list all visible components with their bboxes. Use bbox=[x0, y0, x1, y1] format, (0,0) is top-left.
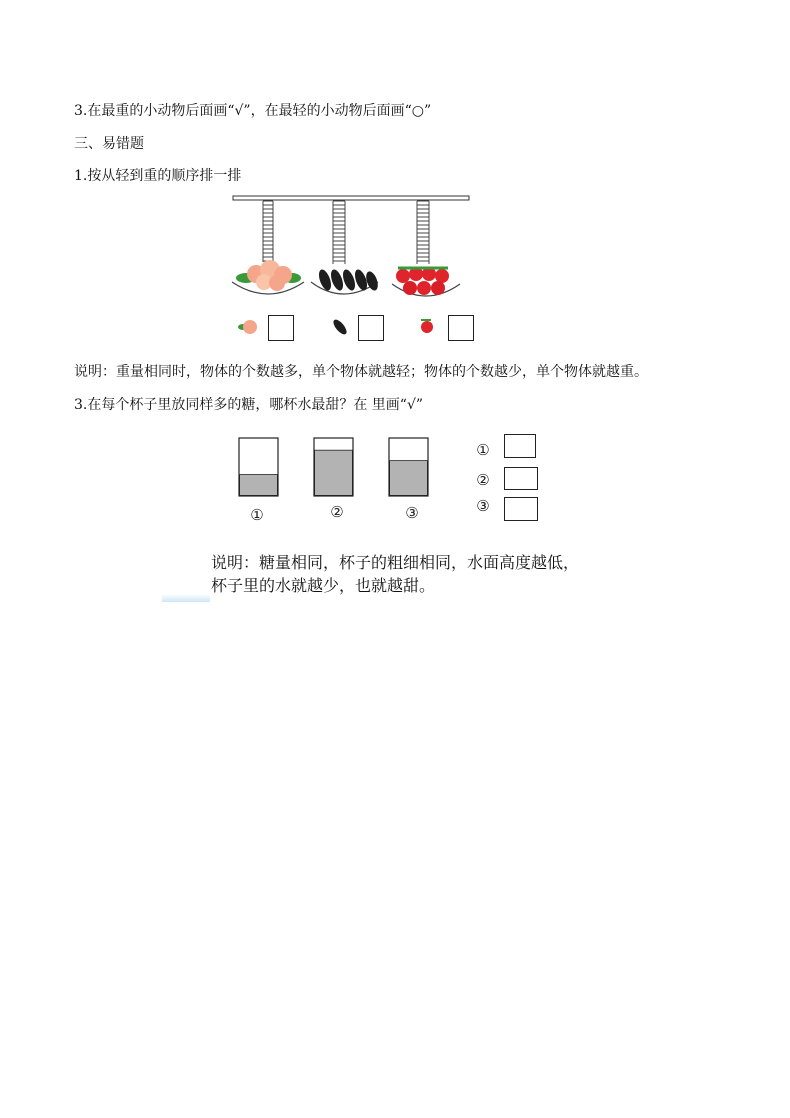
section-title: 三、易错题 bbox=[74, 136, 144, 152]
answer-label-2: ② bbox=[476, 471, 490, 489]
question-3b-explanation-line1: 说明：糖量相同，杯子的粗细相同，水面高度越低， bbox=[211, 553, 580, 572]
question-1-explanation: 说明：重量相同时，物体的个数越多，单个物体就越轻；物体的个数越少，单个物体就越重。 bbox=[74, 364, 648, 380]
cup-label-1: ① bbox=[250, 506, 264, 524]
question-3b-title: 3.在每个杯子里放同样多的糖，哪杯水最甜？在 里画“√” bbox=[74, 397, 424, 413]
answer-box-1[interactable] bbox=[504, 434, 536, 458]
cup-water-1 bbox=[240, 475, 278, 496]
cup-water-2 bbox=[315, 450, 353, 495]
question-3-title: 3.在最重的小动物后面画“√”，在最轻的小动物后面画“○” bbox=[74, 103, 432, 119]
answer-label-1: ① bbox=[476, 441, 490, 459]
cup-label-3: ③ bbox=[405, 504, 419, 522]
decorative-gradient-strip bbox=[162, 594, 210, 602]
cup-label-2: ② bbox=[330, 503, 344, 521]
question-1-title: 1.按从轻到重的顺序排一排 bbox=[74, 168, 242, 184]
answer-box-2[interactable] bbox=[504, 467, 538, 490]
answer-box-3[interactable] bbox=[504, 497, 538, 521]
answer-label-3: ③ bbox=[476, 497, 490, 515]
cup-water-3 bbox=[390, 461, 428, 496]
question-3b-explanation-line2: 杯子里的水就越少，也就越甜。 bbox=[211, 576, 436, 595]
